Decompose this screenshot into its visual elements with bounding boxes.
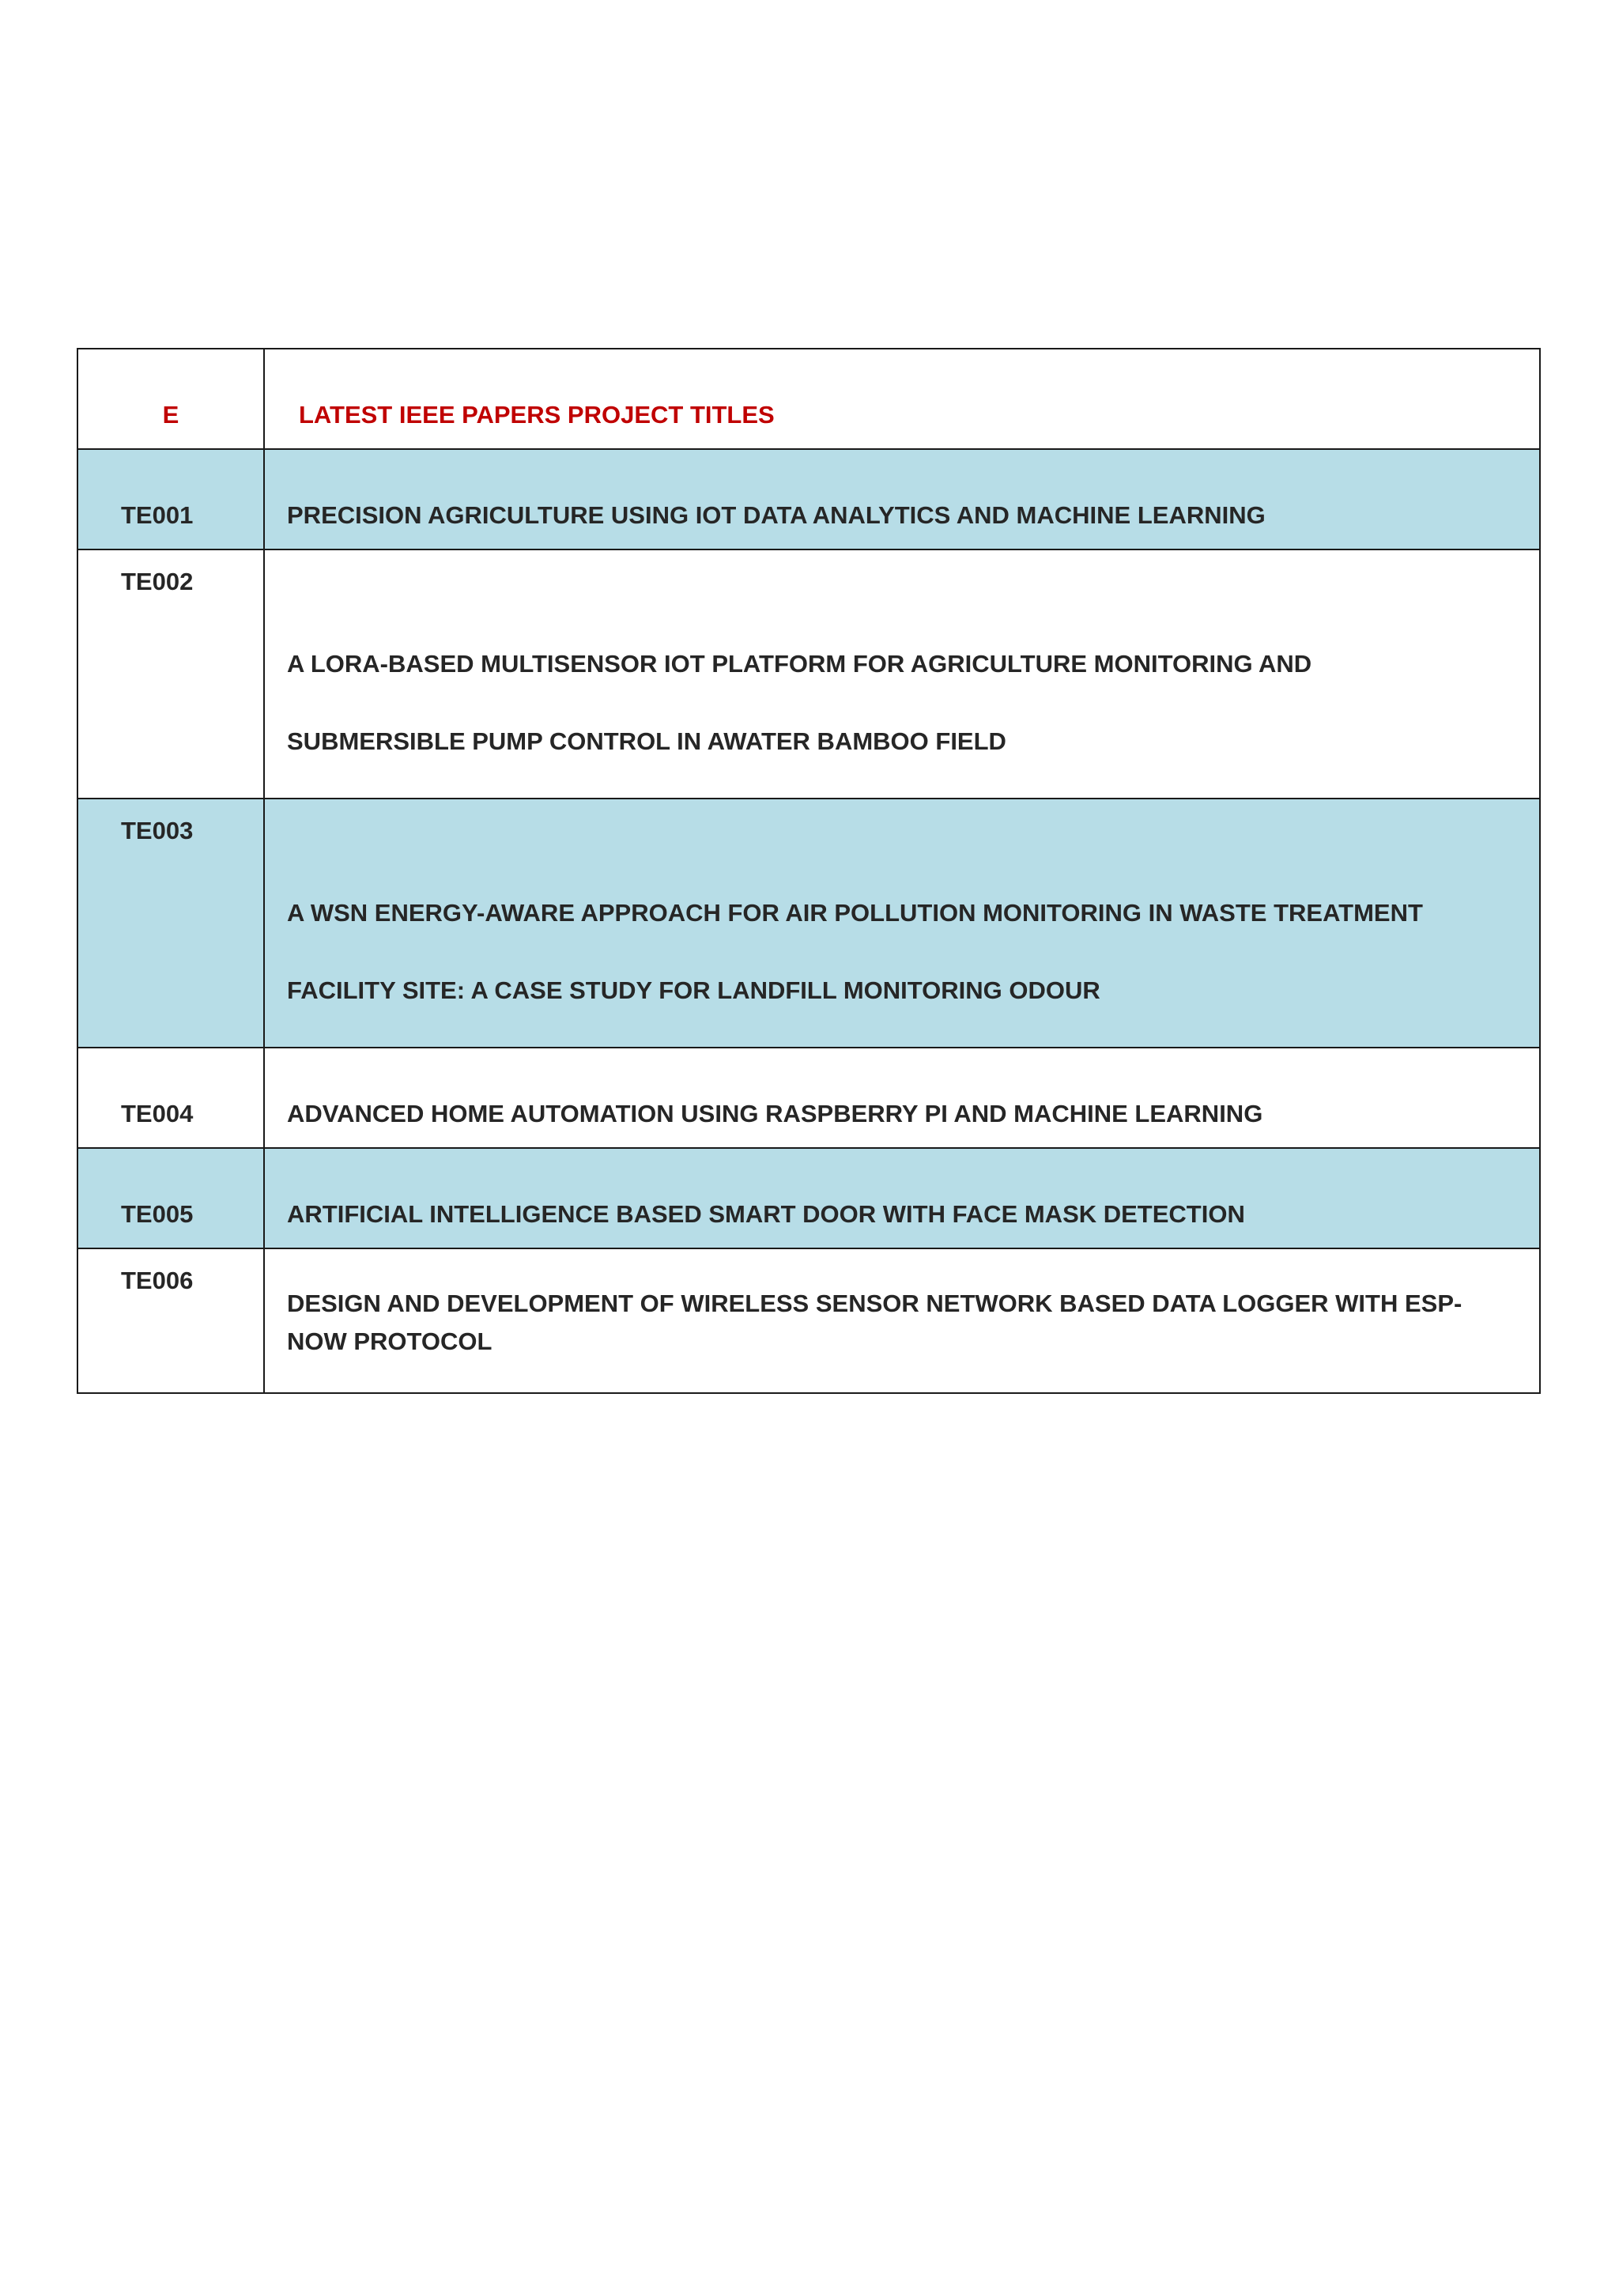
project-title-line: NOW PROTOCOL [287, 1327, 492, 1355]
project-title [264, 1248, 1540, 1393]
project-title-line: A WSN ENERGY-AWARE APPROACH FOR AIR POLLUTION MONITORING IN WASTE TREATMENT [287, 899, 1423, 927]
project-title [264, 1148, 1540, 1248]
table-row [77, 1248, 1540, 1393]
project-code: TE001 [77, 449, 264, 549]
project-code: TE002 [77, 549, 264, 799]
project-title [264, 549, 1540, 799]
project-title-line: A LORA-BASED MULTISENSOR IOT PLATFORM FOR AGRICULTURE MONITORING AND [287, 650, 1312, 678]
project-title-line: DESIGN AND DEVELOPMENT OF WIRELESS SENSOR NETWORK BASED DATA LOGGER WITH ESP- [287, 1290, 1462, 1317]
project-title-line: PRECISION AGRICULTURE USING IOT DATA ANALYTICS AND MACHINE LEARNING [287, 501, 1266, 529]
project-title-line: ARTIFICIAL INTELLIGENCE BASED SMART DOOR WITH FACE MASK DETECTION [287, 1200, 1245, 1228]
header-code-cell: E [77, 349, 264, 449]
table-row [77, 449, 1540, 549]
table-row [77, 799, 1540, 1048]
project-title [264, 1048, 1540, 1148]
table-row [77, 549, 1540, 799]
project-code: TE003 [77, 799, 264, 1048]
project-title-line: ADVANCED HOME AUTOMATION USING RASPBERRY PI AND MACHINE LEARNING [287, 1100, 1263, 1127]
project-title [264, 449, 1540, 549]
project-code: TE005 [77, 1148, 264, 1248]
table-row [77, 1048, 1540, 1148]
project-title-line: SUBMERSIBLE PUMP CONTROL IN AWATER BAMBOO FIELD [287, 727, 1006, 755]
project-title [264, 799, 1540, 1048]
project-titles-table [77, 348, 1541, 1394]
project-code: TE004 [77, 1048, 264, 1148]
project-code: TE006 [77, 1248, 264, 1393]
table-row [77, 1148, 1540, 1248]
header-title-cell: LATEST IEEE PAPERS PROJECT TITLES [264, 349, 1540, 449]
table-header-row [77, 349, 1540, 449]
project-title-line: FACILITY SITE: A CASE STUDY FOR LANDFILL MONITORING ODOUR [287, 976, 1100, 1004]
